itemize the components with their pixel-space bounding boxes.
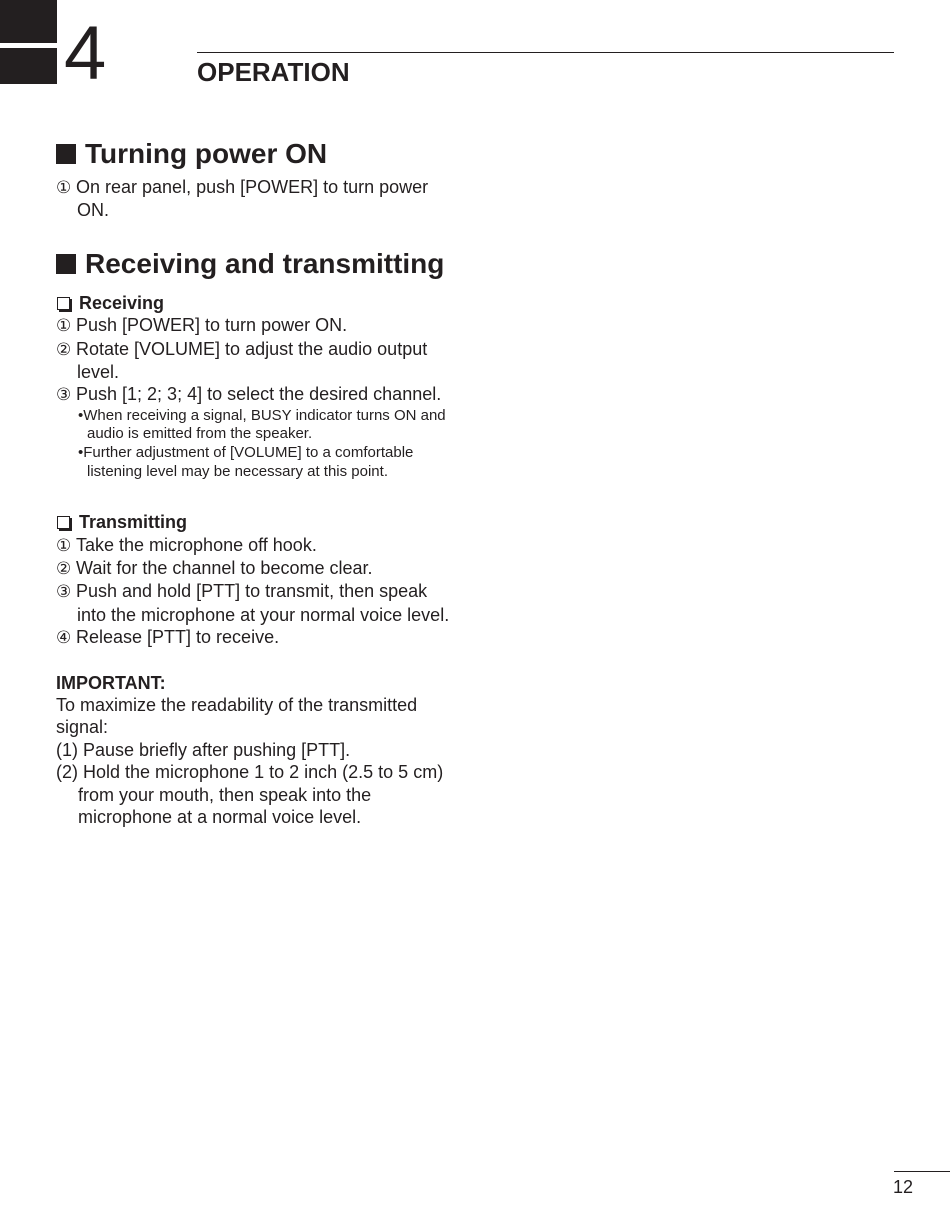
transmitting-step-4	[56, 626, 456, 649]
receiving-step-1	[56, 314, 456, 337]
page-content	[56, 136, 456, 829]
shadowed-box-icon	[57, 297, 70, 310]
receiving-note-1: •When receiving a signal, BUSY indicator turns ON and audio is emitted from the speaker.	[78, 406, 446, 443]
receiving-step-3	[56, 383, 456, 406]
page-number: 12	[893, 1177, 914, 1197]
chapter-number: 4	[64, 11, 105, 96]
important-intro: To maximize the readability of the transmitted signal:	[56, 695, 418, 738]
step-number: ①	[56, 535, 72, 555]
step-text: Rotate [VOLUME] to adjust the audio output level.	[76, 338, 428, 383]
step-text: Push [POWER] to turn power ON.	[76, 315, 348, 336]
section-heading-rx-tx	[56, 246, 456, 282]
step-text: Wait for the channel to become clear.	[76, 558, 373, 579]
transmitting-step-3	[56, 580, 456, 626]
step-text: Release [PTT] to receive.	[76, 627, 280, 648]
transmitting-step-2	[56, 557, 456, 580]
important-title: IMPORTANT:	[56, 672, 166, 693]
header-rule	[197, 52, 894, 53]
section-heading-label: Receiving and transmitting	[85, 247, 445, 279]
subsection-heading-label: Receiving	[79, 292, 165, 313]
section-heading-label: Turning power ON	[85, 138, 328, 169]
subsection-heading-transmitting	[56, 511, 456, 533]
subsection-heading-receiving	[56, 292, 456, 314]
step-text: Take the microphone off hook.	[76, 534, 317, 555]
important-item-2: (2) Hold the microphone 1 to 2 inch (2.5 to 5 cm) from your mouth, then speak into the microphone at a normal voice level.	[56, 762, 444, 828]
important-item-1: (1) Pause briefly after pushing [PTT].	[56, 739, 351, 760]
step-text: On rear panel, push [POWER] to turn power ON.	[76, 177, 429, 221]
receiving-step-2	[56, 338, 456, 384]
footer-rule	[894, 1171, 950, 1172]
step-number: ②	[56, 339, 72, 359]
shadowed-box-icon	[57, 516, 70, 529]
filled-square-icon	[56, 254, 76, 274]
chapter-tab-top	[0, 0, 57, 43]
subsection-heading-label: Transmitting	[79, 512, 188, 533]
step-text: Push [1; 2; 3; 4] to select the desired channel.	[76, 384, 442, 405]
step-number: ①	[56, 316, 72, 336]
step-number: ③	[56, 582, 72, 602]
step-number: ②	[56, 559, 72, 579]
chapter-tab-bottom	[0, 48, 57, 84]
section-heading-power-on	[56, 136, 456, 172]
step-number: ①	[56, 178, 72, 197]
step-number: ③	[56, 385, 72, 405]
power-on-step-1	[56, 176, 456, 222]
filled-square-icon	[56, 144, 76, 164]
transmitting-step-1	[56, 534, 456, 557]
receiving-note-2: •Further adjustment of [VOLUME] to a comfortable listening level may be necessary at this point.	[78, 444, 414, 480]
chapter-title: OPERATION	[197, 57, 350, 87]
step-number: ④	[56, 628, 72, 648]
step-text: Push and hold [PTT] to transmit, then speak into the microphone at your normal voice level.	[76, 581, 450, 625]
